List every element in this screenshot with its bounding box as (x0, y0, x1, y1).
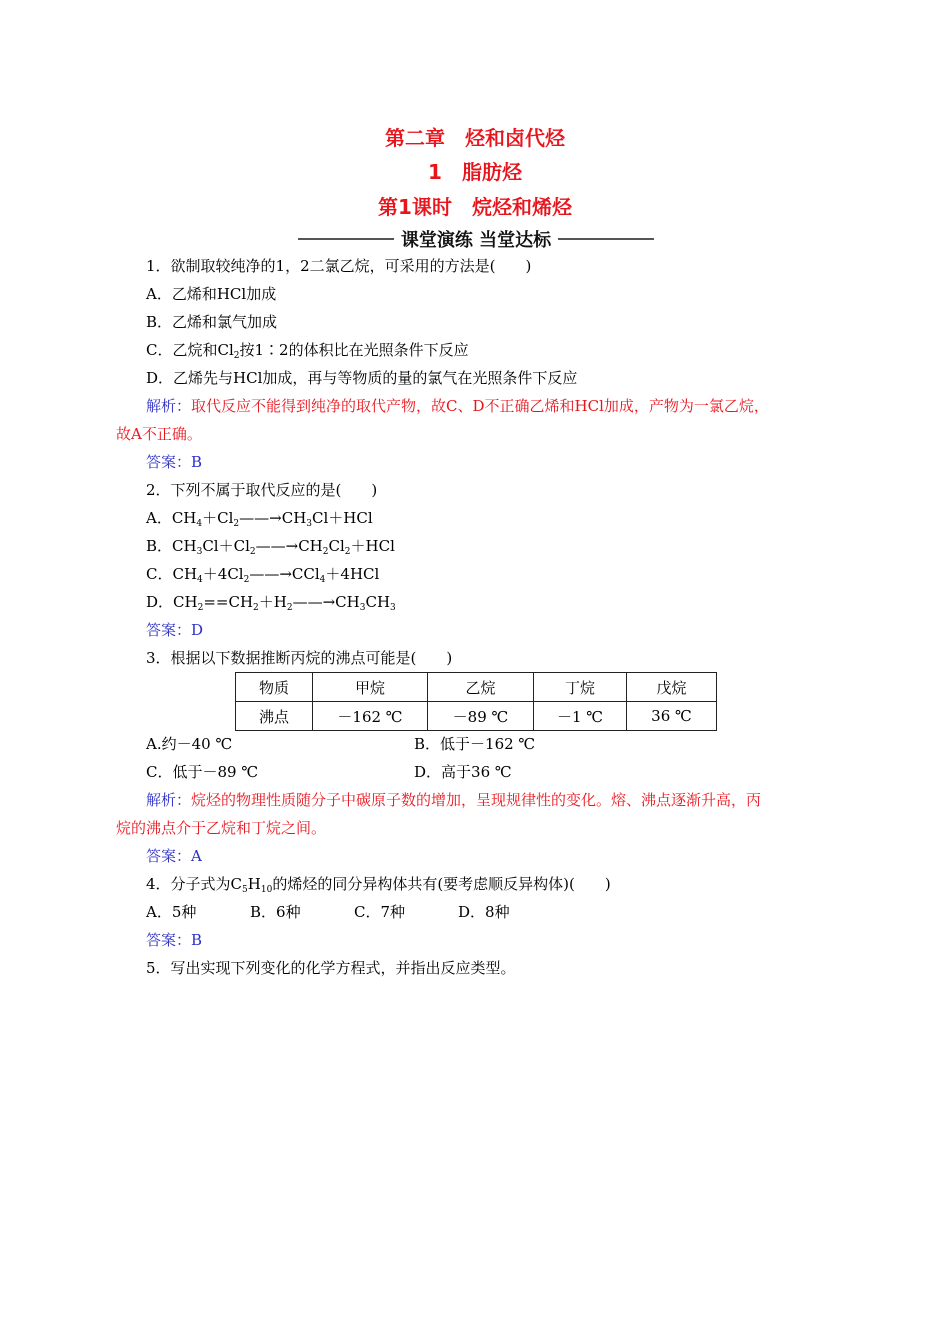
q1-answer: 答案：B (146, 453, 203, 471)
table-cell: －1 ℃ (534, 702, 627, 731)
table-cell: 36 ℃ (627, 702, 717, 731)
q4-option-a: A．5种 (146, 903, 197, 921)
q2-option-b: B．$CH_3Cl+Cl_2——\to CH_2Cl_2+HCl$ (146, 537, 395, 557)
q3-analysis-text: 烷烃的物理性质随分子中碳原子数的增加，呈现规律性的变化。熔、沸点逐渐升高，丙 (191, 791, 762, 809)
boiling-point-table (235, 672, 717, 731)
banner-rule-left (298, 238, 394, 240)
q3-option-d: D．高于36 ℃ (414, 763, 512, 781)
q1-analysis (146, 396, 769, 416)
q3-analysis (146, 790, 761, 810)
q1-analysis-label: 解析： (146, 397, 192, 415)
q3-analysis-label: 解析： (146, 791, 192, 809)
table-cell: 甲烷 (313, 673, 428, 702)
q1-stem: 1．欲制取较纯净的1，2二氯乙烷，可采用的方法是( ) (146, 257, 532, 275)
table-cell: 乙烷 (428, 673, 534, 702)
chapter-title: 第二章 烃和卤代烃 (385, 126, 565, 150)
q3-option-c: C．低于－89 ℃ (146, 763, 259, 781)
q2-answer: 答案：D (146, 621, 204, 639)
section-title: 1 脂肪烃 (428, 160, 522, 184)
q1-analysis-cont: 故A不正确。 (116, 425, 202, 443)
q2-option-a: A．$CH_4+Cl_2——\to CH_3Cl+HCl$ (146, 509, 373, 529)
q2-stem: 2．下列不属于取代反应的是( ) (146, 481, 378, 499)
table-header-row (236, 673, 717, 702)
q4-option-d: D．8种 (458, 903, 510, 921)
table-cell: 戊烷 (627, 673, 717, 702)
banner-text: 课堂演练 当堂达标 (400, 230, 552, 251)
q1-c-sub: 2 (233, 351, 240, 361)
q2-option-c: C．$CH_4+4Cl_2——\to CCl_4+4HCl$ (146, 565, 380, 585)
q3-analysis-cont: 烷的沸点介于乙烷和丁烷之间。 (116, 819, 327, 837)
q1-c-text: C．乙烷和Cl (146, 341, 234, 359)
q4-stem: 4．分子式为$C_5H_{10}$的烯烃的同分异构体共有(要考虑顺反异构体)( ) (146, 875, 611, 895)
q4-answer: 答案：B (146, 931, 203, 949)
q1-option-c (146, 340, 469, 366)
table-row (236, 702, 717, 731)
section-banner (298, 226, 654, 252)
q4-option-c: C．7种 (354, 903, 406, 921)
lesson-title: 第1课时 烷烃和烯烃 (378, 195, 572, 219)
table-cell: －162 ℃ (313, 702, 428, 731)
q1-option-b: B．乙烯和氯气加成 (146, 313, 278, 331)
q3-option-b: B．低于－162 ℃ (414, 735, 536, 753)
q3-stem: 3．根据以下数据推断丙烷的沸点可能是( ) (146, 649, 453, 667)
q1-option-d: D．乙烯先与HCl加成，再与等物质的量的氯气在光照条件下反应 (146, 369, 578, 387)
q2-option-d: D．$CH_2==CH_2+H_2——\to CH_3CH_3$ (146, 593, 396, 613)
q1-analysis-text: 取代反应不能得到纯净的取代产物，故C、D不正确乙烯和HCl加成，产物为一氯乙烷， (191, 397, 769, 415)
table-cell: 丁烷 (534, 673, 627, 702)
q1-c-text-end: 按1∶2的体积比在光照条件下反应 (239, 341, 469, 359)
q5-stem: 5．写出实现下列变化的化学方程式，并指出反应类型。 (146, 959, 516, 977)
table-cell: 物质 (236, 673, 313, 702)
q3-option-a: A.约－40 ℃ (146, 735, 233, 753)
table-cell: －89 ℃ (428, 702, 534, 731)
table-cell: 沸点 (236, 702, 313, 731)
q4-option-b: B．6种 (250, 903, 301, 921)
q1-option-a: A．乙烯和HCl加成 (146, 285, 277, 303)
banner-rule-right (558, 238, 654, 240)
q3-answer: 答案：A (146, 847, 202, 865)
